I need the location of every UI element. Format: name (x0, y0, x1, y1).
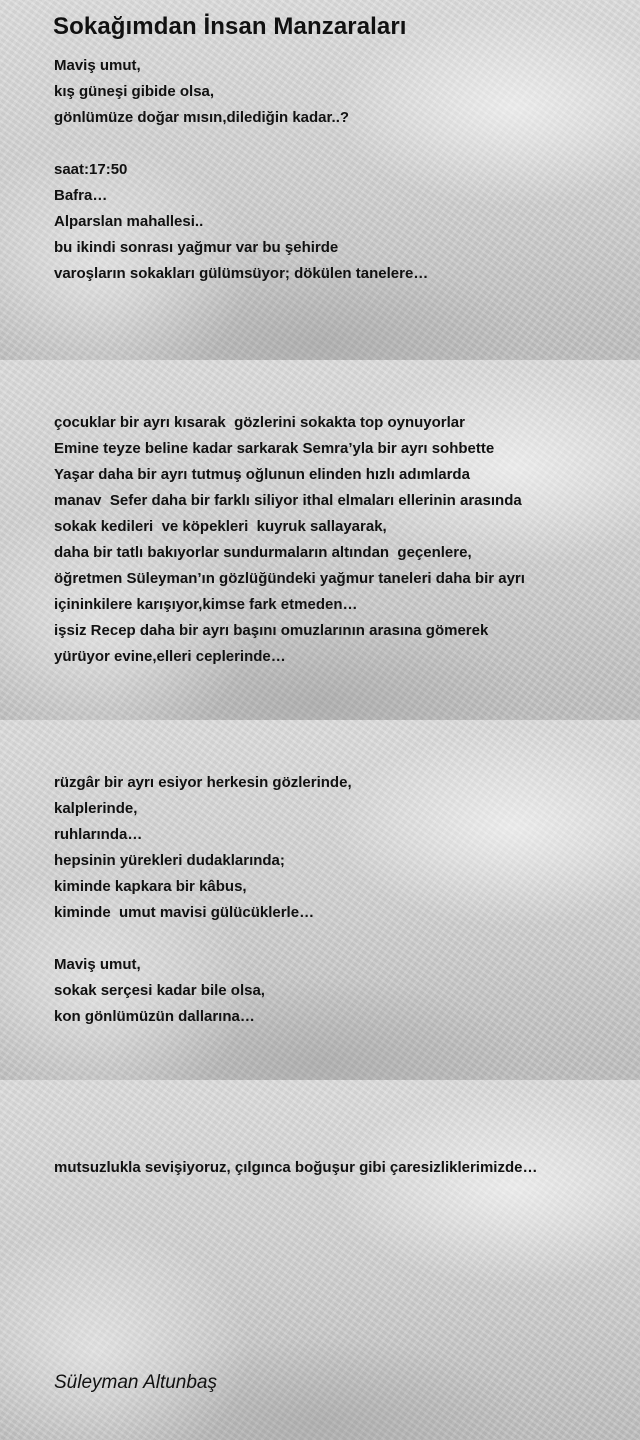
poem-line: kiminde umut mavisi gülücüklerle… (54, 904, 315, 921)
poem-panel-4 (0, 1080, 640, 1440)
poem-title: Sokağımdan İnsan Manzaraları (53, 13, 407, 40)
poem-line: rüzgâr bir ayrı esiyor herkesin gözlerinde, (54, 774, 352, 791)
poem-line: sokak kedileri ve köpekleri kuyruk sallayarak, (54, 518, 387, 535)
stanza-block-3 (54, 770, 352, 1030)
poem-panel-2 (0, 360, 640, 720)
poem-line: ruhlarında… (54, 826, 143, 843)
poem-line: daha bir tatlı bakıyorlar sundurmaların altından geçenlere, (54, 544, 472, 561)
poem-panel-1 (0, 0, 640, 360)
stanza-block-1 (54, 53, 428, 287)
poem-line: yürüyor evine,elleri ceplerinde… (54, 648, 286, 665)
poem-line: kalplerinde, (54, 800, 138, 817)
stanza-break (54, 131, 428, 157)
poem-line: Emine teyze beline kadar sarkarak Semra’yla bir ayrı sohbette (54, 440, 495, 457)
poem-line: Alparslan mahallesi.. (54, 213, 204, 230)
poem-line: içininkilere karışıyor,kimse fark etmeden… (54, 596, 358, 613)
poem-line: Maviş umut, (54, 57, 141, 74)
poem-line: gönlümüze doğar mısın,dilediğin kadar..? (54, 109, 350, 126)
poem-line: Yaşar daha bir ayrı tutmuş oğlunun elinden hızlı adımlarda (54, 466, 470, 483)
stanza-block-4 (54, 1155, 537, 1181)
poem-line: hepsinin yürekleri dudaklarında; (54, 852, 285, 869)
poem-panel-3 (0, 720, 640, 1080)
poem-line: öğretmen Süleyman’ın gözlüğündeki yağmur taneleri daha bir ayrı (54, 570, 525, 587)
poem-line: Bafra… (54, 187, 108, 204)
poem-line: bu ikindi sonrası yağmur var bu şehirde (54, 239, 339, 256)
stanza-block-2 (54, 410, 525, 670)
poem-line: manav Sefer daha bir farklı siliyor ithal elmaları ellerinin arasında (54, 492, 522, 509)
poem-line: çocuklar bir ayrı kısarak gözlerini sokakta top oynuyorlar (54, 414, 465, 431)
poem-line: kiminde kapkara bir kâbus, (54, 878, 247, 895)
poem-line: sokak serçesi kadar bile olsa, (54, 982, 265, 999)
poem-line: kış güneşi gibide olsa, (54, 83, 215, 100)
poem-line: varoşların sokakları gülümsüyor; dökülen tanelere… (54, 265, 429, 282)
poem-line: kon gönlümüzün dallarına… (54, 1008, 255, 1025)
author-name: Süleyman Altunbaş (54, 1372, 218, 1393)
poem-line: saat:17:50 (54, 161, 128, 178)
poem-line: işsiz Recep daha bir ayrı başını omuzlarının arasına gömerek (54, 622, 489, 639)
poem-line: Maviş umut, (54, 956, 141, 973)
stanza-break (54, 926, 352, 952)
poem-line: mutsuzlukla sevişiyoruz, çılgınca boğuşur gibi çaresizliklerimizde… (54, 1159, 538, 1176)
